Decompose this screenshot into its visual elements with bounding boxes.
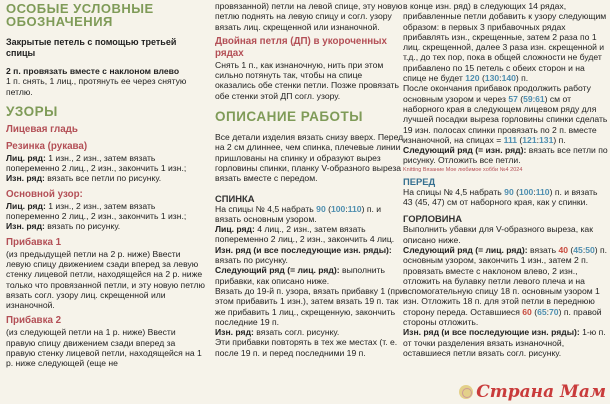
- increase1-text: (из предыдущей петли на 2 р. ниже) Ввести левую спицу движением сзади вперед за левую стенку лицевой петли, находящейся на 2 р. ниже только что провязанной петли, и эту новую петлю вязать согл. узору лиц. скрещенной или изнаночной.: [6, 248, 205, 311]
- back-title: СПИНКА: [215, 192, 255, 204]
- front-cast-on: На спицы № 4,5 набрать 90 (100:110) п. и вязать 43 (45, 47) см от наборного края, как у спинки.: [403, 186, 598, 208]
- work-description-text: Все детали изделия вязать снизу вверх. Перед на 2 см длиннее, чем спинка, плечевые линии пришлованы на спинку и образуют вырез горловины спинки, планку V-образного выреза вязать вместе с передом.: [215, 132, 404, 184]
- double-stitch-title: Двойная петля (ДП) в укороченных рядах: [215, 35, 387, 59]
- increase2-continued: провязанной) петли на левой спице, эту новую петлю поднять на левую спицу и согл. узору вязать лиц. скрещенной или изнаночной.: [215, 1, 403, 32]
- column-middle: [215, 1, 405, 404]
- neckline-title: ГОРЛОВИНА: [403, 213, 463, 225]
- k2tog-title: 2 п. провязать вместе с наклоном влево: [6, 66, 180, 76]
- double-stitch-text: Снять 1 п., как изнаночную, нить при этом сильно потянуть так, чтобы на спице оказались обе стенки петли. Позже провязать обе стенки этой ДП согл. узору.: [215, 59, 399, 101]
- neckline-row1: Следующий ряд (= лиц. ряд): вязать 40 (45:50) п. основным узором, закончить 1 изн., затем 2 п. провязать вместе с наклоном влево, 2 изн., отложить на булавку петли левого плеча и на вспомогательную спицу 18 п. основным узором 1 изн. Отложить 18 п. для этой петли в переднюю сторону переда. Оставшиеся 60 (65:70) п. правой стороны отложить.: [403, 244, 608, 328]
- column-right: [403, 1, 608, 404]
- work-description-heading: ОПИСАНИЕ РАБОТЫ: [215, 109, 364, 125]
- back-row4: Вязать до 19-й п. узора, вязать прибавку 1 (при этом прибавить 1 изн.), затем вязать 19 п. так же прибавить 1 лиц., скрещенную, закончить последние 19 п.: [215, 285, 405, 327]
- logo-icon: [459, 385, 473, 399]
- closed-stitches-title: Закрытые петель с помощью третьей спицы: [6, 37, 177, 58]
- magazine-watermark: Knitting Вязание Мое любимое хобби №4 2024: [403, 166, 523, 173]
- back-row1: Лиц. ряд: 4 лиц., 2 изн., затем вязать попеременно 2 лиц., 2 изн., закончить 4 лиц.: [215, 224, 395, 245]
- back-row6: Эти прибавки повторять в тех же местах (т. е. после 19 п. и перед последними 19 п.: [215, 337, 398, 358]
- column-left: [6, 2, 206, 404]
- increase1-title: Прибавка 1: [6, 236, 62, 248]
- stockinette-title: Лицевая гладь: [6, 123, 78, 135]
- main-pattern-row1: Лиц. ряд: 1 изн., 2 изн., затем вязать попеременно 2 лиц., 2 изн., закончить 1 изн.;: [6, 200, 187, 222]
- increase2-title: Прибавка 2: [6, 315, 62, 327]
- neckline-row2: Изн. ряд (и все последующие изн. ряды): 1-ю п. от точки разделения вязать изнаночной, оставшиеся петли вязать согл. рисунку.: [403, 327, 606, 358]
- neckline-text: Выполнить убавки для V-образного выреза, как описано ниже.: [403, 224, 593, 245]
- after-increase-text: После окончания прибавок продолжить работу основным узором и через 57 (59:61) см от наборного края в следующем лицевом ряду для лучшей посадки выреза горловины спинки сделать 19 изн. полосах спинки провязать по 2 п. вместе изнаночной, на спицах = 111 (121:131) п.: [403, 83, 608, 145]
- main-pattern-row2: Изн. ряд: вязать по рисунку.: [6, 221, 121, 232]
- special-notation-heading: ОСОБЫЕ УСЛОВНЫЕ ОБОЗНАЧЕНИЯ: [6, 2, 154, 29]
- back-row5: Изн. ряд: вязать согл. рисунку.: [215, 327, 340, 338]
- back-row2: Изн. ряд (и все последующие изн. ряды): вязать по рисунку.: [215, 244, 392, 266]
- increase2-text: (из следующей петли на 1 р. ниже) Ввести правую спицу движением сзади вперед за правую стенку лицевой петли, находящейся на 1 р. ниже следующей (еще не: [6, 327, 202, 369]
- logo-text: Страна Мам: [476, 382, 606, 402]
- front-title: ПЕРЕД: [403, 175, 436, 187]
- main-pattern-title: Основной узор:: [6, 188, 83, 200]
- site-logo[interactable]: [459, 382, 606, 402]
- back-increase-text: в конце изн. ряд) в следующих 14 рядах, прибавленные петли добавить к узору следующим образом: в первых 3 прибавочных рядах прибавлять изн., скрещенные, затем 2 раза по 1 лиц. скрещенной, далее 3 раза изн. скрещенной и т.д., до тех пор, пока в общей сложности не будет прибавлено по 15 петель с обеих сторон и на спице не будет 120 (130:140) п.: [403, 1, 607, 84]
- k2tog-text: 1 п. снять, 1 лиц., протянуть ее через снятую петлю.: [6, 76, 187, 97]
- next-row: Следующий ряд (= изн. ряд): вязать все петли по рисунку. Отложить все петли.: [403, 145, 608, 166]
- patterns-heading: УЗОРЫ: [6, 103, 58, 119]
- back-cast-on: На спицы № 4,5 набрать 90 (100:110) п. и вязать основным узором.: [215, 203, 382, 224]
- rib-row1: Лиц. ряд: 1 изн., 2 изн., затем вязать попеременно 2 лиц., 2 изн., закончить 1 изн.;: [6, 152, 187, 174]
- rib-row2: Изн. ряд: вязать все петли по рисунку.: [6, 173, 162, 184]
- rib-title: Резинка (рукава): [6, 140, 88, 152]
- back-row3: Следующий ряд (= лиц. ряд): выполнить прибавки, как описано ниже.: [215, 265, 385, 286]
